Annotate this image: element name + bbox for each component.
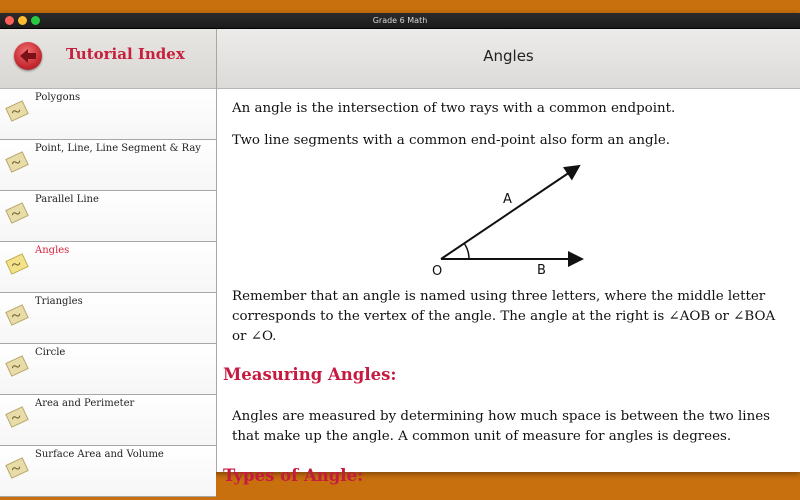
sidebar-item-polygons[interactable] [0,89,216,140]
note-paper-icon [5,150,29,174]
label-b: B [537,263,546,278]
sidebar-header [0,29,217,89]
sidebar-item-surface-area-volume[interactable] [0,446,216,497]
sidebar-item-label: Point, Line, Line Segment & Ray [35,143,201,154]
sidebar-item-label: Parallel Line [35,194,99,205]
measuring-angles-heading: Measuring Angles: [223,365,397,384]
title-bar [0,13,800,29]
tutorial-content [217,89,800,485]
sidebar-item-label: Surface Area and Volume [35,449,164,460]
angle-diagram [407,156,597,286]
sidebar-item-label: Angles [35,245,70,256]
app-window [0,13,800,485]
note-paper-icon [5,99,29,123]
angle-arc [464,243,469,259]
content-header [217,29,800,89]
page-title: Angles [483,47,534,65]
back-button[interactable] [14,42,42,70]
label-a: A [503,192,512,207]
note-paper-icon [5,405,29,429]
sidebar-item-circle[interactable] [0,344,216,395]
definition-paragraph: An angle is the intersection of two rays with a common endpoint. [232,101,676,116]
sidebar-item-angles[interactable] [0,242,216,293]
note-paper-icon [5,456,29,480]
note-paper-icon [5,303,29,327]
sidebar-item-parallel-line[interactable] [0,191,216,242]
sidebar-item-label: Area and Perimeter [35,398,135,409]
note-paper-icon [5,201,29,225]
sidebar-item-point-line[interactable] [0,140,216,191]
back-arrow-icon [20,49,36,63]
sidebar-item-area-perimeter[interactable] [0,395,216,446]
sidebar-item-label: Triangles [35,296,83,307]
sidebar-title: Tutorial Index [66,45,185,63]
sidebar-item-label: Circle [35,347,66,358]
types-of-angle-heading: Types of Angle: [223,466,364,485]
sidebar-item-label: Polygons [35,92,81,103]
note-paper-icon [5,354,29,378]
note-paper-icon [5,252,29,276]
measuring-paragraph: Angles are measured by determining how much space is between the two lines that make up the angle. A common unit of measure for angles is degrees. [232,409,770,444]
label-o: O [432,264,443,279]
tutorial-index [0,89,217,472]
ray-oa [441,166,579,259]
segment-paragraph: Two line segments with a common end-point also form an angle. [232,133,671,148]
naming-paragraph: Remember that an angle is named using three letters, where the middle letter corresponds to the vertex of the angle. The angle at the right is ∠AOB or ∠BOA or ∠O. [232,289,776,344]
window-title: Grade 6 Math [372,16,428,25]
sidebar-item-triangles[interactable] [0,293,216,344]
